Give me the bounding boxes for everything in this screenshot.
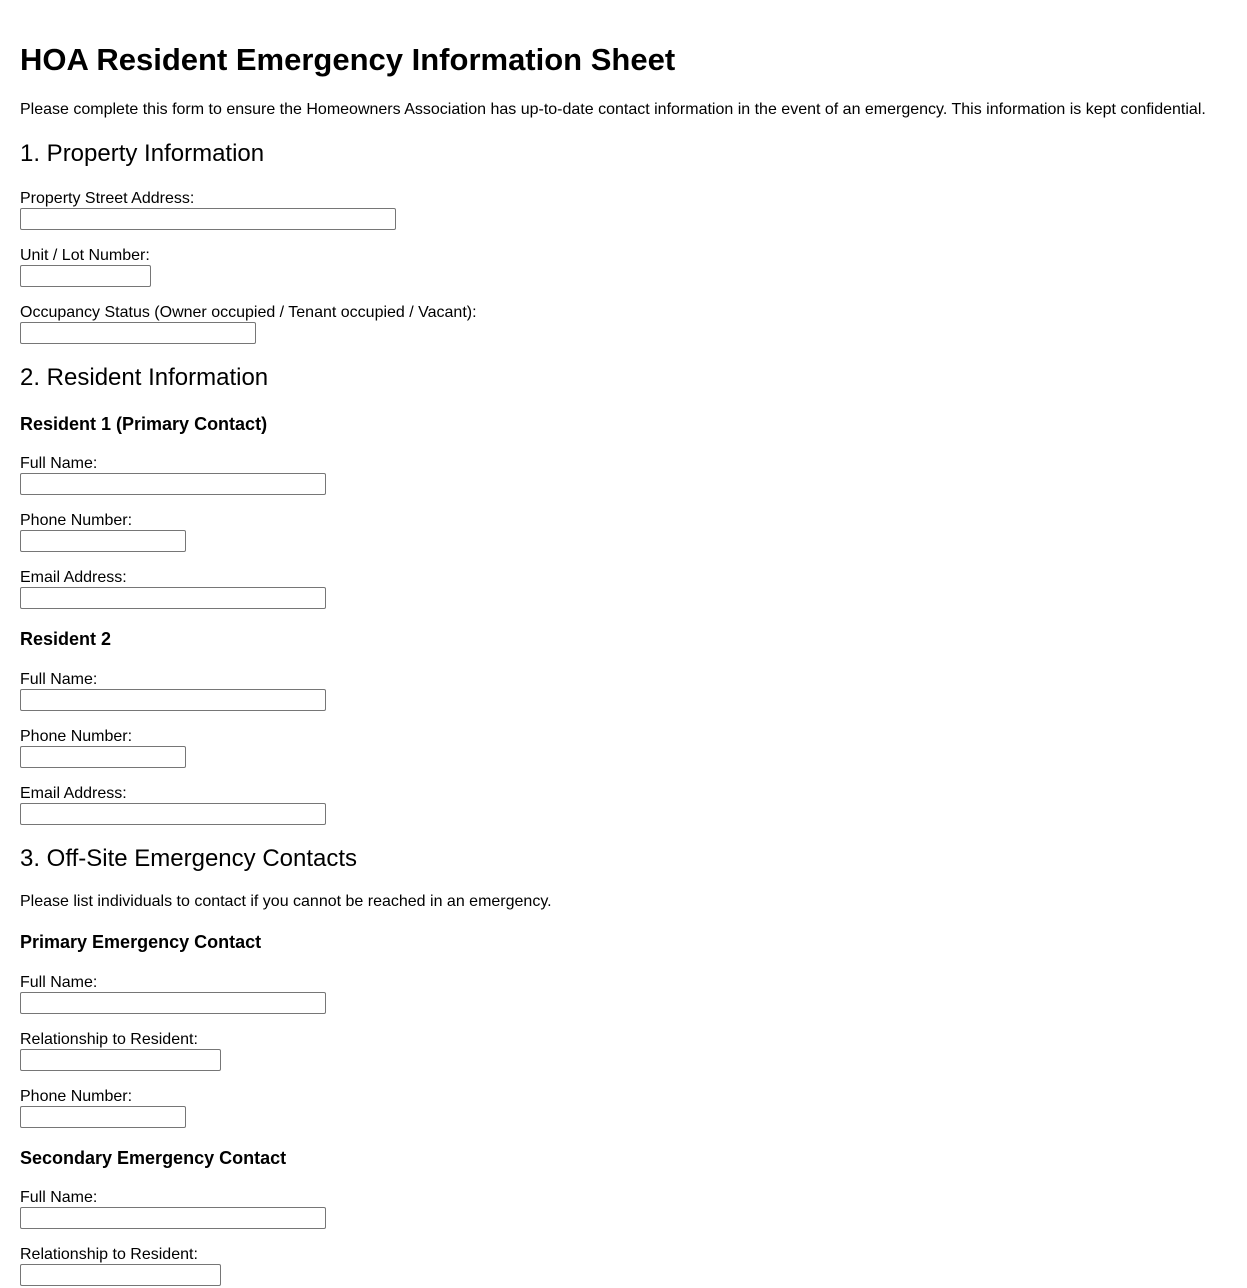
secondary-contact-relationship-input[interactable]	[20, 1264, 221, 1286]
resident-2-phone-label: Phone Number:	[20, 728, 133, 745]
primary-contact-relationship-field	[20, 1030, 221, 1071]
primary-contact-name-label: Full Name:	[20, 974, 98, 991]
resident-1-name-field	[20, 454, 326, 495]
resident-1-name-input[interactable]	[20, 473, 326, 495]
intro-text: Please complete this form to ensure the Homeowners Association has up-to-date contact information in the event of an emergency. This information is kept confidential.	[20, 101, 1206, 118]
occupancy-status-input[interactable]	[20, 322, 256, 344]
resident-information-heading: 2. Resident Information	[20, 364, 269, 391]
emergency-contacts-heading: 3. Off-Site Emergency Contacts	[20, 845, 358, 872]
occupancy-status-field	[20, 303, 477, 344]
resident-2-heading: Resident 2	[20, 629, 112, 649]
property-address-input[interactable]	[20, 208, 396, 230]
resident-2-phone-field	[20, 727, 186, 768]
secondary-contact-name-label: Full Name:	[20, 1189, 98, 1206]
primary-contact-heading: Primary Emergency Contact	[20, 932, 262, 952]
resident-2-name-input[interactable]	[20, 689, 326, 711]
resident-1-phone-label: Phone Number:	[20, 512, 133, 529]
secondary-contact-relationship-field	[20, 1245, 221, 1286]
resident-2-phone-input[interactable]	[20, 746, 186, 768]
resident-1-name-label: Full Name:	[20, 455, 98, 472]
primary-contact-phone-label: Phone Number:	[20, 1088, 133, 1105]
page-title: HOA Resident Emergency Information Sheet	[20, 42, 676, 77]
resident-2-name-label: Full Name:	[20, 671, 98, 688]
unit-lot-input[interactable]	[20, 265, 151, 287]
emergency-contacts-note: Please list individuals to contact if you cannot be reached in an emergency.	[20, 893, 552, 910]
secondary-contact-name-input[interactable]	[20, 1207, 326, 1229]
resident-1-email-input[interactable]	[20, 587, 326, 609]
resident-2-email-input[interactable]	[20, 803, 326, 825]
resident-1-phone-input[interactable]	[20, 530, 186, 552]
resident-2-email-label: Email Address:	[20, 785, 127, 802]
primary-contact-relationship-input[interactable]	[20, 1049, 221, 1071]
unit-lot-field	[20, 246, 151, 287]
secondary-contact-heading: Secondary Emergency Contact	[20, 1148, 287, 1168]
resident-2-email-field	[20, 784, 326, 825]
primary-contact-name-field	[20, 973, 326, 1014]
resident-1-email-field	[20, 568, 326, 609]
resident-1-phone-field	[20, 511, 186, 552]
property-address-field	[20, 189, 396, 230]
property-address-label: Property Street Address:	[20, 190, 195, 207]
secondary-contact-name-field	[20, 1188, 326, 1229]
property-information-heading: 1. Property Information	[20, 140, 265, 167]
primary-contact-name-input[interactable]	[20, 992, 326, 1014]
resident-1-heading: Resident 1 (Primary Contact)	[20, 414, 268, 434]
unit-lot-label: Unit / Lot Number:	[20, 247, 150, 264]
occupancy-status-label: Occupancy Status (Owner occupied / Tenant occupied / Vacant):	[20, 304, 477, 321]
primary-contact-phone-input[interactable]	[20, 1106, 186, 1128]
primary-contact-relationship-label: Relationship to Resident:	[20, 1031, 198, 1048]
resident-2-name-field	[20, 670, 326, 711]
resident-1-email-label: Email Address:	[20, 569, 127, 586]
primary-contact-phone-field	[20, 1087, 186, 1128]
secondary-contact-relationship-label: Relationship to Resident:	[20, 1246, 198, 1263]
